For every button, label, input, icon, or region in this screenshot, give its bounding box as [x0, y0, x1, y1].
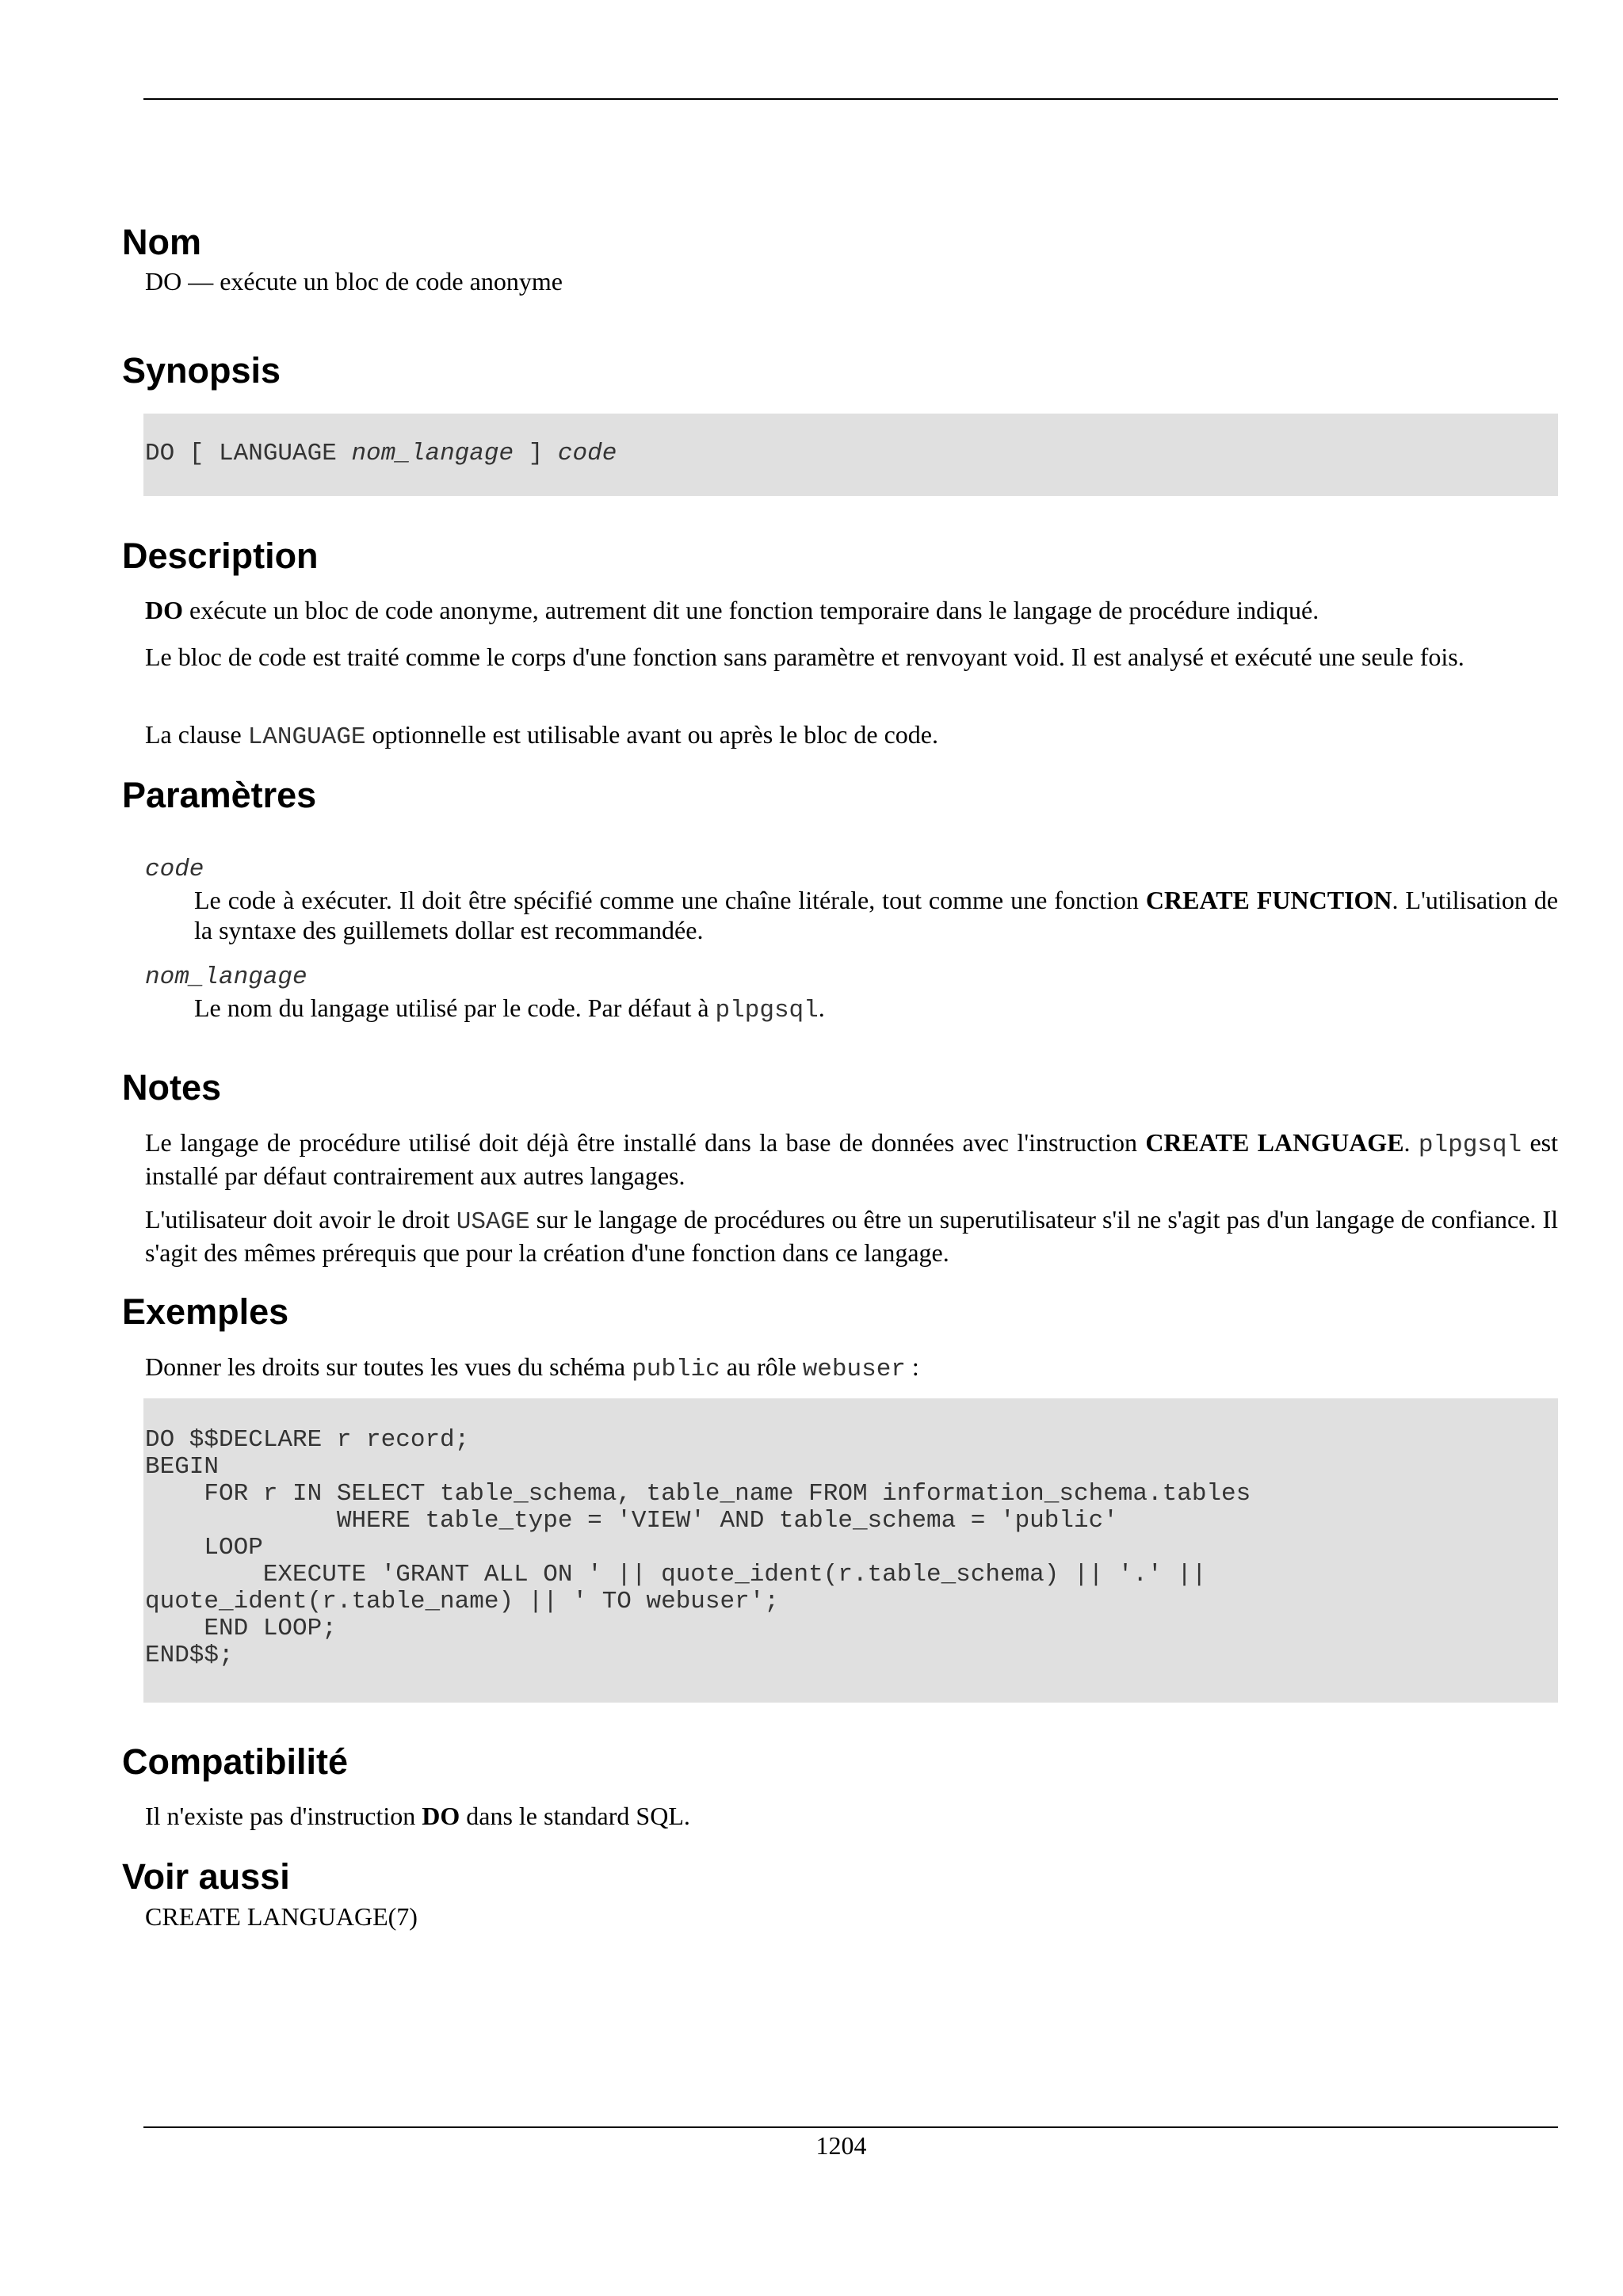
exemples-intro-text-b: au rôle [720, 1352, 803, 1381]
notes-paragraph-1 [145, 1127, 1558, 1191]
param-def-nom-langage [194, 993, 1558, 1026]
heading-notes: Notes [122, 1067, 222, 1108]
usage-code: USAGE [456, 1208, 530, 1236]
heading-nom: Nom [122, 222, 201, 262]
create-function-keyword: CREATE FUNCTION [1145, 886, 1392, 914]
synopsis-arg-code: code [557, 440, 617, 467]
public-code: public [632, 1356, 720, 1383]
notes-paragraph-2 [145, 1204, 1558, 1268]
heading-exemples: Exemples [122, 1291, 289, 1332]
exemples-intro-text-a: Donner les droits sur toutes les vues du schéma [145, 1352, 632, 1381]
param-def-code-text-a: Le code à exécuter. Il doit être spécifié comme une chaîne litérale, tout comme une fonction [194, 886, 1146, 914]
do-keyword: DO [145, 596, 183, 624]
heading-parametres: Paramètres [122, 775, 317, 815]
param-def-code [194, 885, 1558, 945]
synopsis-keyword: DO [ LANGUAGE [145, 440, 352, 467]
page-number: 1204 [815, 2131, 867, 2160]
notes-p1-text-c: est installé par défaut contrairement aux autres langages. [145, 1128, 1559, 1190]
voir-aussi-link[interactable]: CREATE LANGUAGE(7) [145, 1902, 418, 1931]
param-def-nom-langage-text-b: . [818, 994, 825, 1022]
synopsis-box [143, 414, 1558, 496]
description-paragraph-2: Le bloc de code est traité comme le corps d'une fonction sans paramètre et renvoyant void. Il est analysé et exécuté une seule fois. [145, 643, 1465, 671]
exemples-intro [145, 1352, 1558, 1385]
header-rule [143, 98, 1558, 100]
heading-description: Description [122, 536, 319, 576]
footer-rule [143, 2126, 1558, 2128]
heading-voir-aussi: Voir aussi [122, 1856, 290, 1897]
heading-synopsis: Synopsis [122, 350, 281, 391]
param-def-nom-langage-text-a: Le nom du langage utilisé par le code. Par défaut à [194, 994, 716, 1022]
create-language-keyword: CREATE LANGUAGE [1145, 1128, 1404, 1157]
description-paragraph-3 [145, 719, 1558, 753]
description-p3-text-b: optionnelle est utilisable avant ou après le bloc de code. [365, 720, 938, 749]
description-p3-text-a: La clause [145, 720, 248, 749]
plpgsql-code: plpgsql [715, 997, 819, 1024]
description-paragraph-1 [145, 595, 1558, 625]
plpgsql-code: plpgsql [1418, 1131, 1522, 1159]
compatibilite-text-a: Il n'existe pas d'instruction [145, 1802, 422, 1830]
synopsis-keyword-close: ] [514, 440, 558, 467]
exemples-intro-text-c: : [905, 1352, 919, 1381]
notes-p1-text-b: . [1403, 1128, 1419, 1157]
param-term-nom-langage: nom_langage [145, 963, 307, 991]
nom-text: DO — exécute un bloc de code anonyme [145, 267, 563, 296]
synopsis-arg-nom-langage: nom_langage [351, 440, 514, 467]
param-def-code-text-b: . L'utilisation de la syntaxe des guillemets dollar est recommandée. [194, 886, 1559, 944]
webuser-code: webuser [802, 1356, 906, 1383]
example-code-box [143, 1398, 1558, 1703]
param-term-code: code [145, 856, 204, 883]
example-code: DO $$DECLARE r record; BEGIN FOR r IN SELECT table_schema, table_name FROM information_schema.tables WHERE table_type = 'VIEW' AND table_schema = 'public' LOOP EXECUTE 'GRANT ALL ON ' || quote_ident(r.table_schema) || '.' || quote_ident(r.table_name) || ' TO webuser'; END LOOP; END$$; [145, 1426, 1251, 1669]
compatibilite-text [145, 1801, 1558, 1831]
description-p1-text: exécute un bloc de code anonyme, autrement dit une fonction temporaire dans le langage de procédure indiqué. [183, 596, 1319, 624]
compatibilite-text-b: dans le standard SQL. [460, 1802, 690, 1830]
notes-p2-text-b: sur le langage de procédures ou être un superutilisateur s'il ne s'agit pas d'un langage de confiance. Il s'agit des mêmes prérequis que pour la création d'une fonction dans ce langage. [145, 1205, 1559, 1267]
notes-p2-text-a: L'utilisateur doit avoir le droit [145, 1205, 456, 1234]
do-keyword: DO [422, 1802, 460, 1830]
language-code: LANGUAGE [247, 723, 366, 751]
notes-p1-text-a: Le langage de procédure utilisé doit déjà être installé dans la base de données avec l'instruction [145, 1128, 1146, 1157]
heading-compatibilite: Compatibilité [122, 1741, 349, 1782]
